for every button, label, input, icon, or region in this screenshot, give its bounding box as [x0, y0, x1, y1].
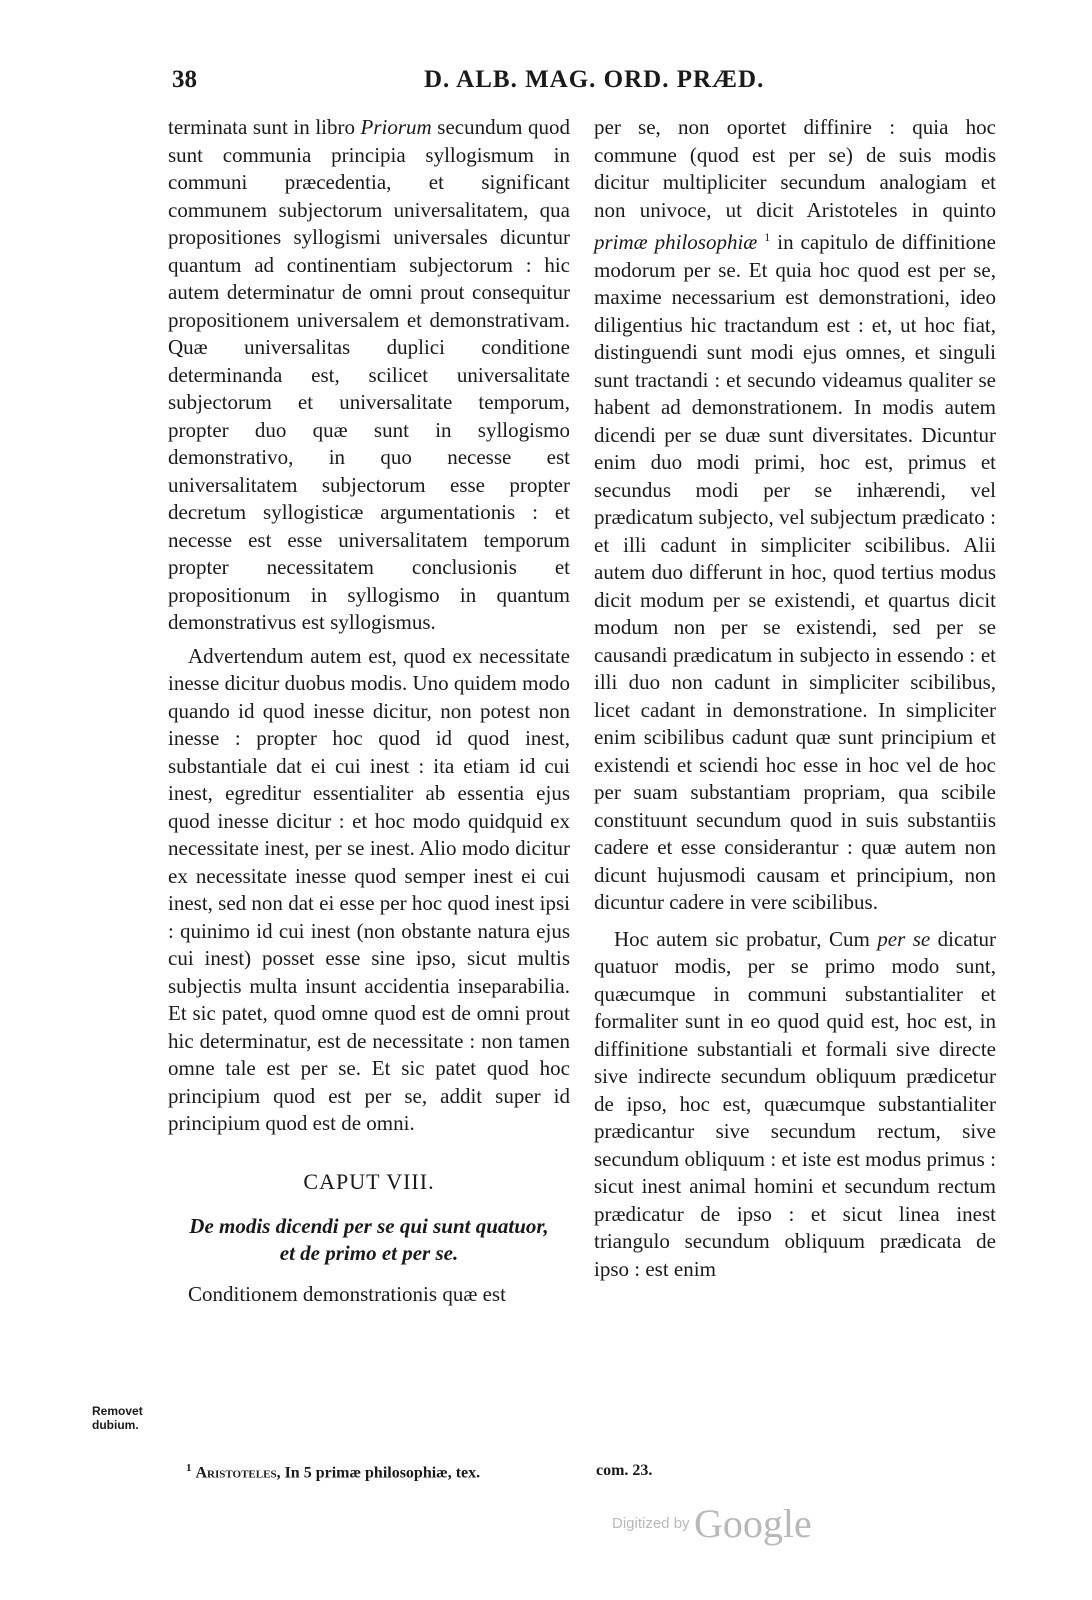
paragraph: per se, non oportet diffinire : quia hoc commune (quod est per se) de suis modis dicitur multipliciter secundum analogiam et non univoce, ut dicit Aristoteles in quinto primæ philosophiæ $^1$ in capitulo de diffinitione modorum per se. Et quia hoc quod est per se, maxime necessarium est demonstrationi, ideo diligentius hic tractandum est : et, ut hoc fiat, distinguendi sunt modi ejus omnes, et singuli sunt tractandi : et secundo videamus qualiter se habent ad demonstrationem. In modis autem dicendi per se duæ sunt diversitates. Dicuntur enim duo modi primi, hoc est, primus et secundus modi per se inhærendi, vel prædicatum subjecto, vel subjectum prædicato : et illi cadunt in simpliciter scibilibus. Alii autem duo differunt in hoc, quod tertius modus dicit modum per se existendi, et quartus dicit modum non per se existendi, sed per se causandi prædicatum in subjecto in essendo : et illi duo non cadunt in simpliciter scibilibus, licet cadant in demonstratione. In simpliciter enim scibilibus cadunt quæ sunt principium et existendi et sciendi hoc esse in hoc vel de hoc per suam substantiam propriam, qua scibile constituunt secundum quod in suis substantiis cadere et esse considerantur : quæ autem non dicunt hujusmodi causam et principium, non dicuntur cadere in vere scibilibus.	[594, 115, 996, 914]
running-header	[0, 66, 1092, 100]
italic-term: Priorum	[360, 115, 432, 139]
footnote: $^1$ Aristoteles, In 5 primæ philosophiæ, tex.	[186, 1462, 481, 1482]
paragraph: Advertendum autem est, quod ex necessitate inesse dicitur duobus modis. Uno quidem modo quando id quod inesse dicitur, non potest non inesse : propter hoc quod id quod inest, substantiale dat ei cui inest : ita etiam id cui inest, egreditur essentialiter ab essentia ejus quod inesse dicitur : et hoc modo quidquid ex necessitate inest, per se inest. Alio modo dicitur ex necessitate inesse quod semper inest ei cui inest, sed non dat ei esse per hoc quod inest ipsi : quinimo id cui inest (non obstante natura ejus cui inest) posset esse sine ipso, sicut multis subjectis multa insunt accidentia inseparabilia. Et sic patet, quod omne quod est de omni prout hic determinatur, est de necessitate : non tamen omne tale est per se. Et sic patet quod hoc principium quod est per se, addit super id principium quod est de omni.	[168, 643, 570, 1135]
chapter-subtitle: De modis dicendi per se qui sunt quatuor, et de primo et per se.	[189, 1214, 549, 1265]
paragraph: Conditionem demonstrationis quæ est	[188, 1282, 506, 1306]
italic-term: primæ philosophiæ	[594, 230, 758, 254]
margin-note: Removet dubium.	[92, 1404, 143, 1432]
paragraph: terminata sunt in libro Priorum secundum quod sunt communia principia syllogismum in communi præcedentia, et significant communem subjectorum universalitatem, qua propositiones syllogismi universales dicuntur quantum ad continentiam subjectorum : hic autem determinatur de omni prout consequitur propositionem universalem et demonstrativam. Quæ universalitas duplici conditione determinanda est, scilicet universalitate subjectorum et universalitate temporum, propter duo quæ sunt in syllogismo demonstrativo, in quo necesse est universalitatem subjectorum esse propter decretum syllogisticæ argumentationis : et necesse est esse universalitatem temporum propter necessitatem conclusionis et propositionum in syllogismo in quantum demonstrativus est syllogismus.	[168, 115, 571, 634]
google-logo: Google	[694, 1501, 812, 1546]
watermark-prefix: Digitized by	[612, 1515, 690, 1532]
footnote-author: Aristoteles	[195, 1464, 277, 1482]
footnote-continuation: com. 23.	[596, 1462, 653, 1479]
italic-term: per se	[877, 926, 931, 951]
right-column	[594, 114, 996, 1283]
paragraph: Hoc autem sic probatur, Cum per se dicatur quatuor modis, per se primo modo sunt, quæcumque in communi substantialiter et formaliter sunt in eo quod quid est, hoc est, in diffinitione substantiali et formali sive directe sive indirecte secundum obliquum prædicetur de ipso, hoc est, quæcumque substantialiter prædicantur sive secundum rectum, sive secundum obliquum : et iste est modus primus : sicut inest animal homini et secundum rectum prædicatur de ipso : et sicut linea inest triangulo secundum obliquum prædicata de ipso : est enim	[594, 926, 996, 1281]
footnote-marker: 1	[764, 230, 771, 244]
footnote-mark: 1	[186, 1462, 192, 1474]
page-number: 38	[172, 66, 197, 93]
left-column	[168, 114, 570, 1309]
google-watermark	[612, 1500, 812, 1547]
running-title: D. ALB. MAG. ORD. PRÆD.	[424, 66, 765, 93]
chapter-title: CAPUT VIII.	[303, 1168, 435, 1194]
